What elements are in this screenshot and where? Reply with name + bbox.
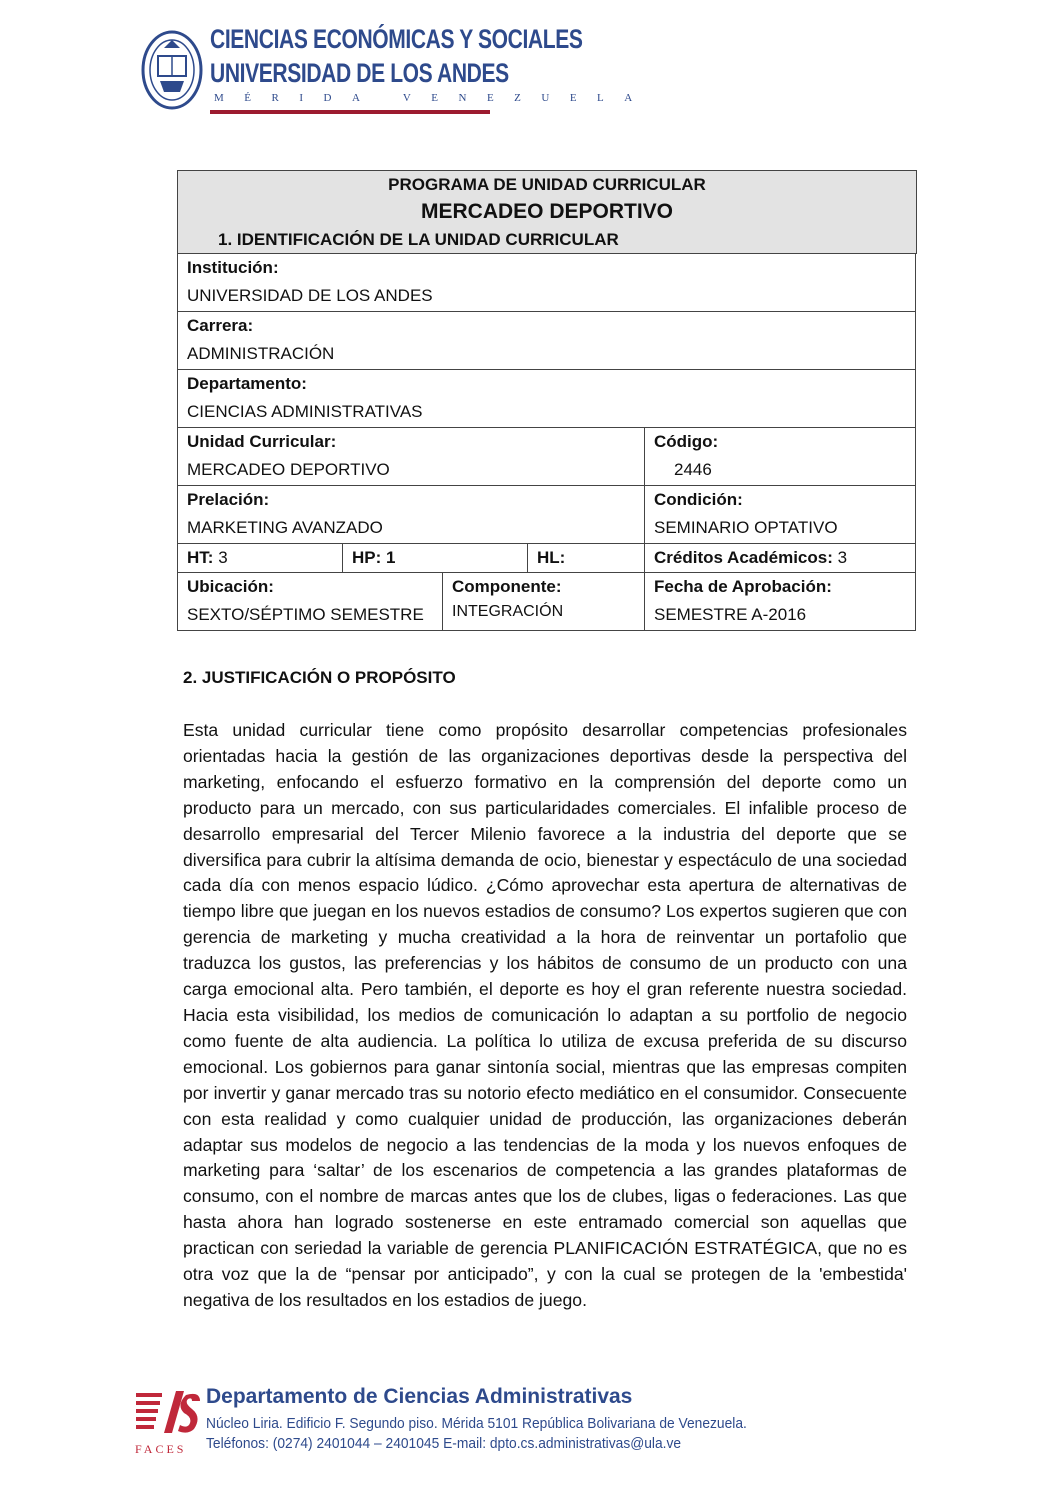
section2-heading: 2. JUSTIFICACIÓN O PROPÓSITO <box>183 668 456 687</box>
institucion-value: UNIVERSIDAD DE LOS ANDES <box>187 286 433 305</box>
fecha-cell <box>644 573 915 630</box>
table-row-institucion <box>177 254 916 312</box>
componente-label: Componente: <box>452 577 562 596</box>
hl-label: HL: <box>537 548 566 567</box>
course-name: MERCADEO DEPORTIVO <box>420 200 674 223</box>
codigo-cell <box>644 428 915 485</box>
prelacion-cell <box>178 486 644 543</box>
footer-contact: Teléfonos: (0274) 2401044 – 2401045 E-mail: dpto.cs.administrativas@ula.ve <box>206 1435 682 1452</box>
table-row-prelacion <box>177 486 916 544</box>
creditos-value: 3 <box>837 548 848 567</box>
prelacion-value: MARKETING AVANZADO <box>187 518 383 537</box>
table-row-hours <box>177 544 916 573</box>
hp-label: HP: <box>352 548 382 567</box>
faces-logo-icon <box>134 1387 202 1457</box>
table-row-departamento <box>177 370 916 428</box>
curricular-unit-table <box>177 170 917 631</box>
creditos-cell <box>644 544 915 572</box>
prelacion-label: Prelación: <box>187 490 270 509</box>
section1-heading: 1. IDENTIFICACIÓN DE LA UNIDAD CURRICULAR <box>218 230 619 249</box>
header-university-name: UNIVERSIDAD DE LOS ANDES <box>210 58 509 88</box>
header-location: MÉRIDA VENEZUELA <box>214 92 653 104</box>
department-footer <box>134 1385 747 1460</box>
header-underline-bar <box>210 110 490 114</box>
componente-value: INTEGRACIÓN <box>452 603 564 620</box>
program-title: PROGRAMA DE UNIDAD CURRICULAR <box>388 175 706 194</box>
condicion-cell <box>644 486 915 543</box>
hp-value: 1 <box>386 548 396 567</box>
unidad-value: MERCADEO DEPORTIVO <box>187 460 390 479</box>
institucion-label: Institución: <box>187 258 279 277</box>
carrera-label: Carrera: <box>187 316 254 335</box>
footer-department-name: Departamento de Ciencias Administrativas <box>206 1385 633 1408</box>
table-header <box>177 170 917 254</box>
section2-paragraph: Esta unidad curricular tiene como propósito desarrollar competencias profesionales orientadas hacia la gestión de las organizaciones deportivas desde la perspectiva del marketing, enfocando el esfuerzo formativo en la comprensión del deporte como un producto para un mercado, con sus particularidades comerciales. El infalible proceso de desarrollo empresarial del Tercer Milenio favorece a la industria del deporte que se diversifica para cubrir la altísima demanda de ocio, bienestar y espectáculo de una sociedad cada día con menos espacio lúdico. ¿Cómo aprovechar esta apertura de alternativas de tiempo libre que juegan en los nuevos estadios de consumo? Los expertos sugieren que con gerencia de marketing y mucha creatividad a la hora de reinventar un portafolio que traduzca los gustos, las preferencias y los hábitos de consumo de un producto con una carga emocional alta. Pero también, el deporte es hoy el gran referente nuestra sociedad. Hacia esta visibilidad, los medios de comunicación lo adaptan a su portfolio de negocio como fuente de alta audiencia. La política lo utiliza de excusa preferida de su discurso emocional. Los gobiernos para ganar sintonía social, mientras que las empresas compiten por invertir y ganar mercado tras su notorio efecto mediático en el consumidor. Consecuente con esta realidad y como cualquier unidad de producción, las organizaciones deberán adaptar sus modelos de negocio a las tendencias de la moda y los nuevos enfoques de marketing para ‘saltar’ de los escenarios de competencia a las grandes plataformas de consumo, con el nombre de marcas antes que los de clubes, ligas o federaciones. Las que hasta ahora han logrado sostenerse en este entramado comercial son aquellas que practican con seriedad la variable de gerencia PLANIFICACIÓN ESTRATÉGICA, que no es otra voz que la de “pensar por anticipado”, y con la cual se protegen de la 'embestida' negativa de los resultados en los estadios de juego. <box>183 720 907 1310</box>
codigo-label: Código: <box>654 432 719 451</box>
unidad-cell <box>178 428 644 485</box>
componente-cell <box>442 573 644 630</box>
fecha-label: Fecha de Aprobación: <box>654 577 832 596</box>
footer-address: Núcleo Liria. Edificio F. Segundo piso. Mérida 5101 República Bolivariana de Venezuela. <box>206 1415 747 1432</box>
condicion-value: SEMINARIO OPTATIVO <box>654 518 838 537</box>
unidad-label: Unidad Curricular: <box>187 432 337 451</box>
departamento-value: CIENCIAS ADMINISTRATIVAS <box>187 402 423 421</box>
university-seal-icon <box>140 26 204 112</box>
header-faculty-name: CIENCIAS ECONÓMICAS Y SOCIALES <box>210 24 583 54</box>
ubicacion-cell <box>178 573 442 630</box>
hl-cell <box>527 544 644 572</box>
creditos-label: Créditos Académicos: <box>654 548 833 567</box>
departamento-label: Departamento: <box>187 374 307 393</box>
university-header-logo <box>138 22 653 117</box>
ubicacion-value: SEXTO/SÉPTIMO SEMESTRE <box>187 605 424 624</box>
fecha-value: SEMESTRE A-2016 <box>654 605 807 624</box>
ht-label: HT: <box>187 548 214 567</box>
ht-value: 3 <box>218 548 228 567</box>
table-row-unidad <box>177 428 916 486</box>
condicion-label: Condición: <box>654 490 743 509</box>
hp-cell <box>342 544 527 572</box>
table-row-ubicacion <box>177 573 916 631</box>
codigo-value: 2446 <box>674 460 712 479</box>
ht-cell <box>178 544 342 572</box>
table-row-carrera <box>177 312 916 370</box>
ubicacion-label: Ubicación: <box>187 577 274 596</box>
carrera-value: ADMINISTRACIÓN <box>187 344 335 363</box>
faces-logo-text: FACES <box>135 1442 187 1456</box>
